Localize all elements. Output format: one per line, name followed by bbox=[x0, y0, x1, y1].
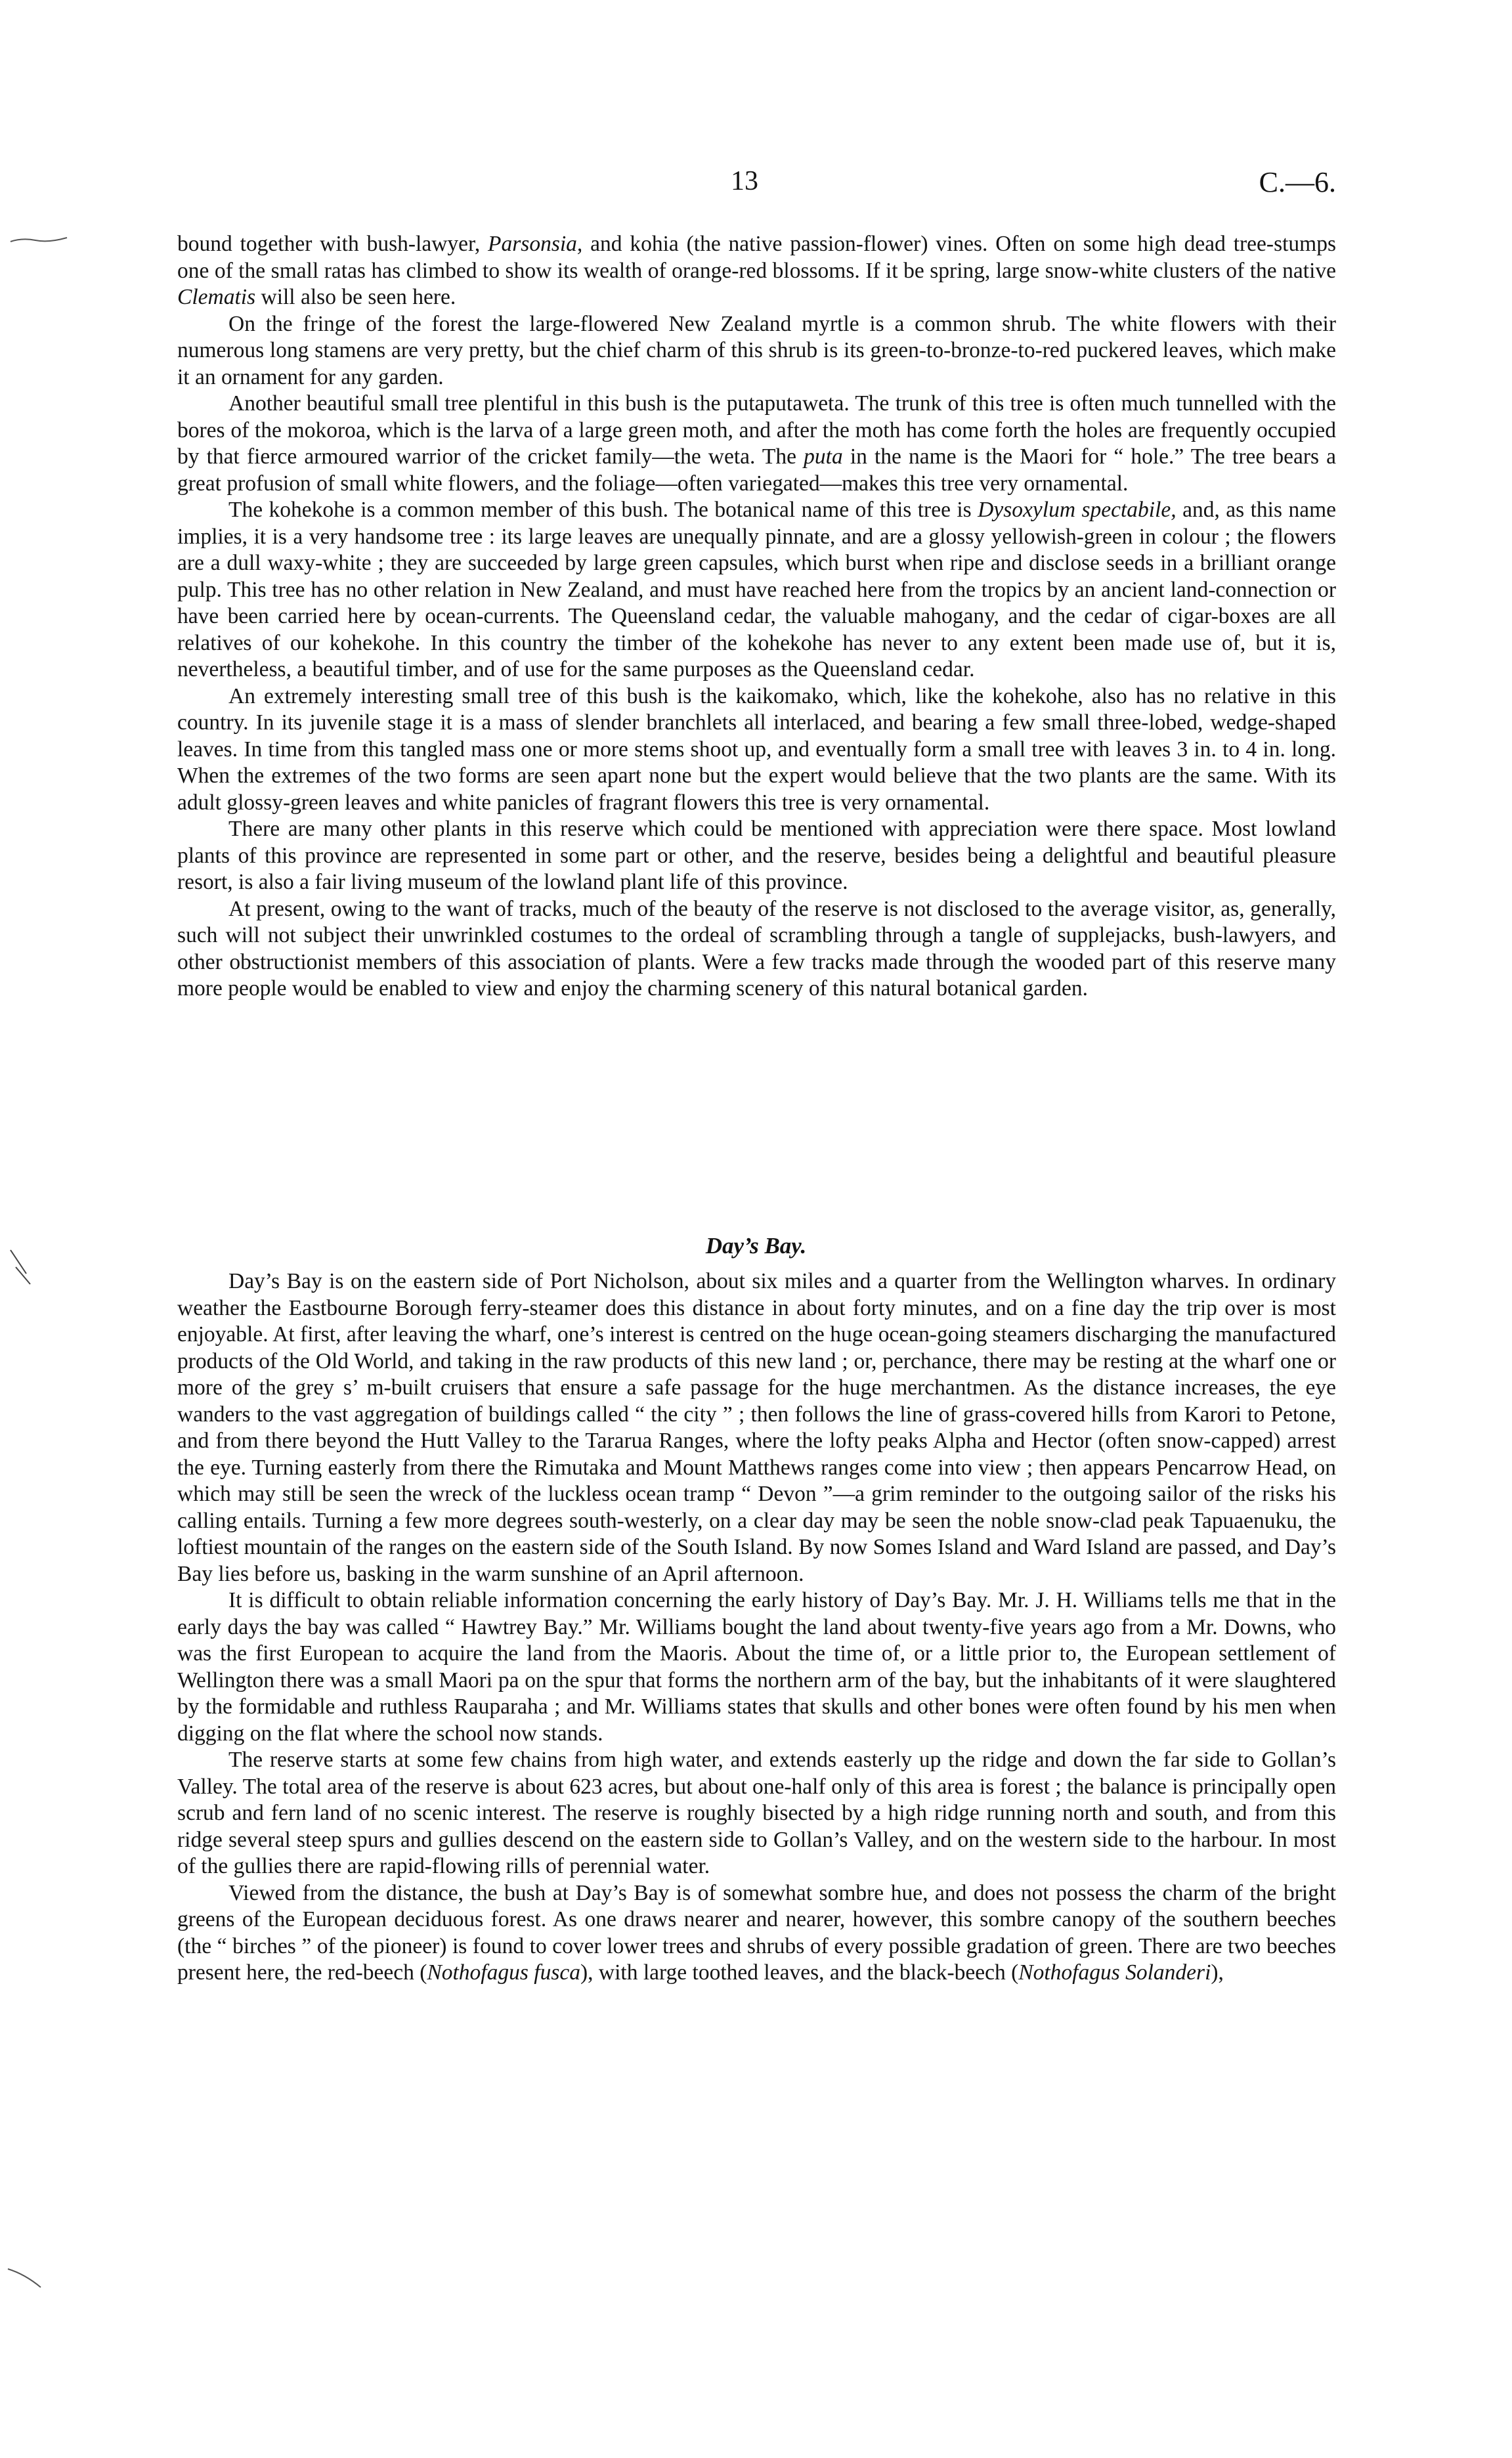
paragraph bbox=[177, 1880, 1336, 1987]
text-run: There are many other plants in this reserve which could be mentioned with appreciation were there space. Most lowland plants of this province are represented in some part or other, and the reserve, besides being a delightful and beautiful pleasure resort, is also a fair living museum of the lowland plant life of this province. bbox=[177, 817, 1336, 894]
italic-text-run: Nothofagus fusca bbox=[427, 1960, 580, 1985]
italic-text-run: Clematis bbox=[177, 285, 256, 309]
document-code: C.—6. bbox=[1259, 166, 1336, 198]
text-run: An extremely interesting small tree of this bush is the kaikomako, which, like the kohekohe, also has no relative in this country. In its juvenile stage it is a mass of slender branchlets all interlaced, and bearing a few small three-lobed, wedge-shaped leaves. In time from this tangled mass one or more stems shoot up, and eventually form a small tree with leaves 3 in. to 4 in. long. When the extremes of the two forms are seen apart none but the expert would believe that the two plants are the same. With its adult glossy-green leaves and white panicles of fragrant flowers this tree is very ornamental. bbox=[177, 683, 1336, 815]
section-heading-days-bay: Day’s Bay. bbox=[705, 1233, 807, 1259]
paragraph bbox=[177, 1268, 1336, 1587]
text-run: At present, owing to the want of tracks, much of the beauty of the reserve is not disclosed to the average visitor, as, generally, such will not subject their unwrinkled costumes to the ordeal of scrambling through a tangle of supplejacks, bush-lawyers, and other obstructionist members of this association of plants. Were a few tracks made through the wooded part of this reserve many more people would be enabled to view and enjoy the charming scenery of this natural botanical garden. bbox=[177, 896, 1336, 1001]
paragraph bbox=[177, 1747, 1336, 1880]
margin-scratch-bottom bbox=[5, 2265, 45, 2291]
paragraph bbox=[177, 311, 1336, 391]
text-run: ), with large toothed leaves, and the black-beech ( bbox=[580, 1960, 1019, 1985]
text-run: The kohekohe is a common member of this bush. The botanical name of this tree is bbox=[228, 498, 978, 522]
text-run: It is difficult to obtain reliable information concerning the early history of Day’s Bay. Mr. J. H. Williams tells me that in the early days the bay was called “ Hawtrey Bay.” Mr. Williams bought the land about twenty-five years ago from a Mr. Downs, who was the first European to acquire the land from the Maoris. About the time of, or a little prior to, the European settlement of Wellington there was a small Maori pa on the spur that forms the northern arm of the bay, but the inhabitants of it were slaughtered by the formidable and ruthless Rauparaha ; and Mr. Williams states that skulls and other bones were often found by his men when digging on the flat where the school now stands. bbox=[177, 1588, 1336, 1746]
section-one-text bbox=[177, 231, 1336, 1003]
paragraph bbox=[177, 231, 1336, 311]
page-number: 13 bbox=[731, 166, 758, 196]
text-run: ), bbox=[1211, 1960, 1224, 1985]
paragraph bbox=[177, 497, 1336, 683]
paragraph bbox=[177, 391, 1336, 497]
text-run: Day’s Bay is on the eastern side of Port Nicholson, about six miles and a quarter from the Wellington wharves. In ordinary weather the Eastbourne Borough ferry-steamer does this distance in about forty minutes, and on a fine day the trip over is most enjoyable. At first, after leaving the wharf, one’s interest is centred on the huge ocean-going steamers discharging the manufactured products of the Old World, and taking in the raw products of this new land ; or, perchance, there may be resting at the wharf one or more of the grey s’ m-built cruisers that ensure a safe passage for the huge merchantmen. As the distance increases, the eye wanders to the vast aggregation of buildings called “ the city ” ; then follows the line of grass-covered hills from Karori to Petone, and from there beyond the Hutt Valley to the Tararua Ranges, where the lofty peaks Alpha and Hector (often snow-capped) arrest the eye. Turning easterly from there the Rimutaka and Mount Matthews ranges come into view ; then appears Pencarrow Head, on which may still be seen the wreck of the luckless ocean tramp “ Devon ”—a grim reminder to the outgoing sailor of the risks his calling entails. Turning a few more degrees south-westerly, on a clear day may be seen the noble snow-clad peak Tapuaenuku, the loftiest mountain of the ranges on the eastern side of the South Island. By now Somes Island and Ward Island are passed, and Day’s Bay lies before us, basking in the warm sunshine of an April afternoon. bbox=[177, 1269, 1336, 1586]
text-run: and kohia (the native passion-flower) vines. Often on some high dead tree-stumps one of the small ratas has climbed to show its wealth of orange-red blossoms. If it be spring, large snow-white clusters of the native bbox=[177, 232, 1337, 283]
paragraph bbox=[177, 816, 1336, 896]
text-run: in the name is the Maori for “ hole.” The tree bears a great profusion of small white flowers, and the foliage—often variegated—makes this tree very ornamental. bbox=[177, 444, 1336, 496]
text-run: and, as this name implies, it is a very handsome tree : its large leaves are unequally pinnate, and are a glossy yellowish-green in colour ; the flowers are a dull waxy-white ; they are succeeded by large green capsules, which burst when ripe and disclose seeds in a brilliant orange pulp. This tree has no other relation in New Zealand, and must have reached here from the tropics by an ancient land-connection or have been carried here by ocean-currents. The Queensland cedar, the valuable mahogany, and the cedar of cigar-boxes are all relatives of our kohekohe. In this country the timber of the kohekohe has never to any extent been made use of, but it is, nevertheless, a beautiful timber, and of use for the same purposes as the Queensland cedar. bbox=[177, 498, 1336, 681]
italic-text-run: Parsonsia, bbox=[488, 232, 583, 256]
section-two-text bbox=[177, 1268, 1336, 1987]
margin-scratch-top bbox=[9, 235, 68, 246]
text-run: The reserve starts at some few chains from high water, and extends easterly up the ridge and down the far side to Gollan’s Valley. The total area of the reserve is about 623 acres, but about one-half only of this area is forest ; the balance is principally open scrub and fern land of no scenic interest. The reserve is roughly bisected by a high ridge running north and south, and from this ridge several steep spurs and gullies descend on the eastern side to Gollan’s Valley, and on the western side to the harbour. In most of the gullies there are rapid-flowing rills of perennial water. bbox=[177, 1748, 1336, 1878]
italic-text-run: Nothofagus Solanderi bbox=[1018, 1960, 1211, 1985]
paragraph bbox=[177, 896, 1336, 1003]
paragraph bbox=[177, 1587, 1336, 1747]
italic-text-run: puta bbox=[804, 444, 843, 469]
paragraph bbox=[177, 683, 1336, 817]
text-run: Another beautiful small tree plentiful in this bush is the putaputaweta. The trunk of this tree is often much tunnelled with the bores of the mokoroa, which is the larva of a large green moth, and after the moth has come forth the holes are frequently occupied by that fierce armoured warrior of the cricket family—the weta. The bbox=[177, 391, 1336, 469]
text-run: On the fringe of the forest the large-flowered New Zealand myrtle is a common shrub. The white flowers with their numerous long stamens are very pretty, but the chief charm of this shrub is its green-to-bronze-to-red puckered leaves, which make it an ornament for any garden. bbox=[177, 311, 1336, 389]
text-run: bound together with bush-lawyer, bbox=[177, 232, 488, 256]
italic-text-run: Dysoxylum spectabile, bbox=[978, 498, 1177, 522]
page-header bbox=[0, 165, 1512, 205]
text-run: will also be seen here. bbox=[255, 285, 456, 309]
text-run: Viewed from the distance, the bush at Day’s Bay is of somewhat sombre hue, and does not possess the charm of the bright greens of the European deciduous forest. As one draws nearer and nearer, however, this sombre canopy of the southern beeches (the “ birches ” of the pioneer) is found to cover lower trees and shrubs of every possible gradation of green. There are two beeches present here, the red-beech ( bbox=[177, 1880, 1336, 1985]
